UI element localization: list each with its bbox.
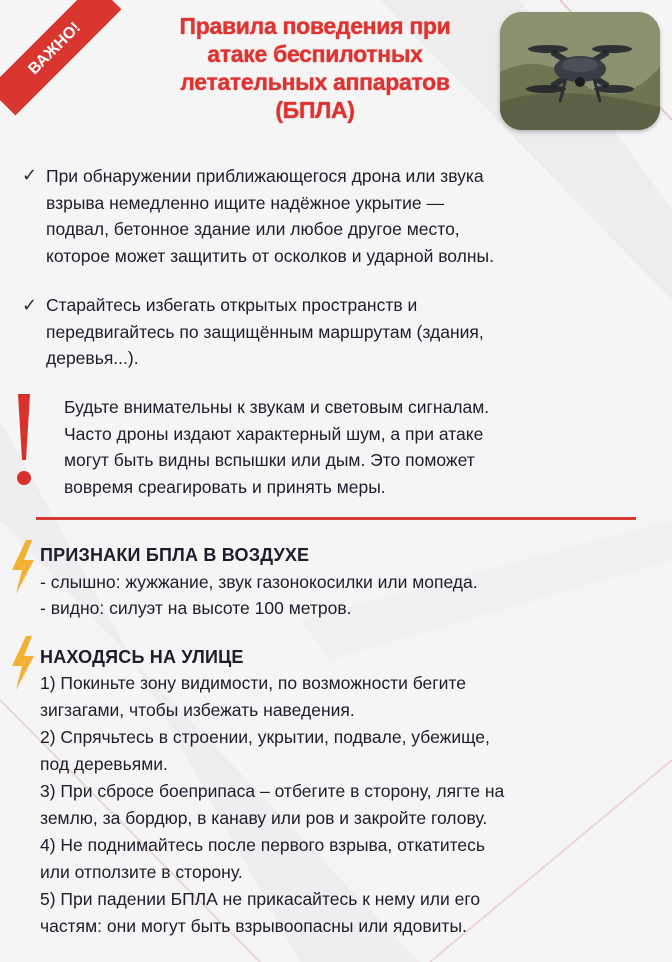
title-line: (БПЛА) <box>275 97 355 123</box>
lightning-icon <box>8 636 38 690</box>
divider <box>36 517 636 520</box>
title-line: Правила поведения при <box>179 13 451 39</box>
important-badge: ВАЖНО! <box>0 0 121 115</box>
street-heading: НАХОДЯСЬ НА УЛИЦЕ <box>40 647 244 667</box>
header <box>0 0 672 160</box>
street-line: или отползите в сторону. <box>40 862 243 882</box>
signs-line: - видно: силуэт на высоте 100 метров. <box>40 598 352 618</box>
street-line: 5) При падении БПЛА не прикасайтесь к нему или его <box>40 889 481 909</box>
text-line: вовремя среагировать и принять меры. <box>64 476 386 497</box>
title-line: атаке беспилотных <box>207 41 423 67</box>
signs-heading: ПРИЗНАКИ БПЛА В ВОЗДУХЕ <box>40 545 310 565</box>
rule-open-spaces <box>46 292 484 372</box>
title-line: летательных аппаратов <box>180 69 450 95</box>
signs-line: - слышно: жужжание, звук газонокосилки или мопеда. <box>40 572 478 592</box>
drone-illustration <box>500 12 660 130</box>
text-line: деревья...). <box>46 348 139 368</box>
check-icon: ✓ <box>22 165 38 185</box>
street-line: 1) Покиньте зону видимости, по возможности бегите <box>40 673 466 693</box>
corner-ribbon <box>0 0 140 140</box>
exclamation-icon <box>16 392 32 492</box>
drone-icon <box>500 12 660 130</box>
page-title <box>135 12 495 124</box>
text-line: взрыва немедленно ищите надёжное укрытие — <box>46 192 444 213</box>
street-line: зигзагами, чтобы избежать наведения. <box>40 700 355 720</box>
street-line: 2) Спрячьтесь в строении, укрытии, подвале, убежище, <box>40 727 490 747</box>
text-line: Часто дроны издают характерный шум, а при атаке <box>64 423 484 444</box>
text-line: При обнаружении приближающегося дрона или звука <box>46 166 484 186</box>
text-line: передвигайтесь по защищённым маршрутам (здания, <box>46 321 484 342</box>
street-line: землю, за бордюр, в канаву или ров и закройте голову. <box>40 808 488 828</box>
text-line: подвал, бетонное здание или любое другое место, <box>46 219 460 239</box>
street-line: 4) Не поднимайтесь после первого взрыва, откатитесь <box>40 835 486 855</box>
rule-signals <box>64 394 489 500</box>
check-icon: ✓ <box>22 295 38 315</box>
text-line: Будьте внимательны к звукам и световым сигналам. <box>64 397 490 417</box>
text-line: могут быть видны вспышки или дым. Это поможет <box>64 450 475 470</box>
text-line: которое может защитить от осколков и ударной волны. <box>46 245 494 266</box>
text-line: Старайтесь избегать открытых пространств и <box>46 295 418 315</box>
street-line: 3) При сбросе боеприпаса – отбегите в сторону, лягте на <box>40 781 505 801</box>
street-line: частям: они могут быть взрывоопасны или ядовиты. <box>40 916 467 936</box>
rule-shelter <box>46 163 494 269</box>
lightning-icon <box>8 540 38 594</box>
street-line: под деревьями. <box>40 754 168 774</box>
